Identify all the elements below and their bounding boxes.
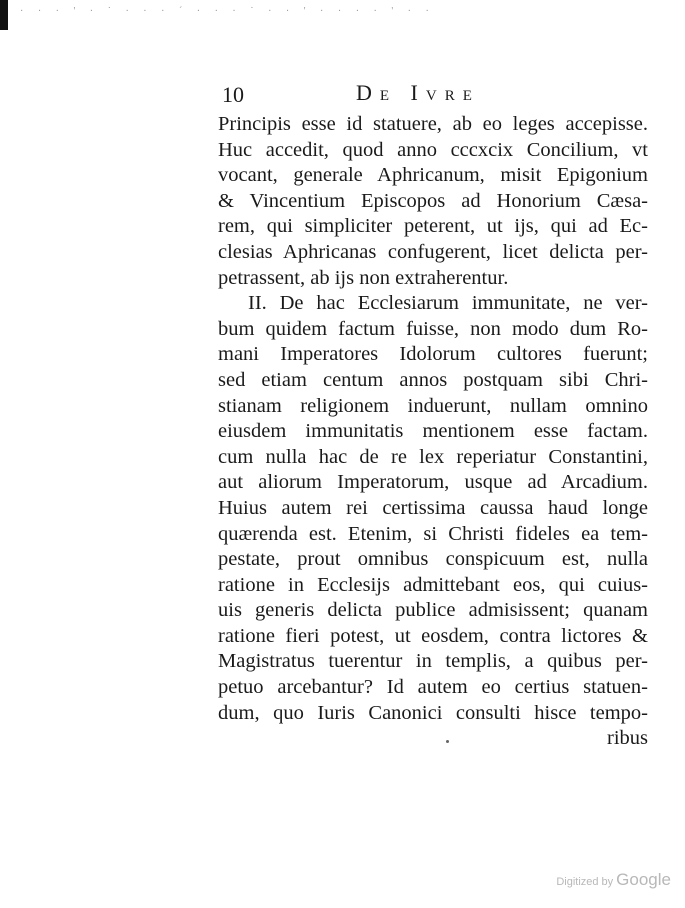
text-line: uis generis delicta publice admisissent; quanam [218, 599, 648, 622]
text-line: bum quidem factum fuisse, non modo dum Ro- [218, 317, 648, 340]
text-line: quærenda est. Etenim, si Christi fideles ea tem- [218, 522, 648, 545]
page-edge-shadow [0, 0, 8, 30]
digitized-watermark [556, 870, 671, 890]
text-line: vocant, generale Aphricanum, misit Epigonium [218, 164, 648, 187]
running-title: De Ivre [356, 80, 480, 105]
top-margin-specks: · · · ' · ˙ · · · ´ · · · ˙ · · ' · · · · ' · · [20, 6, 435, 17]
page-number: 10 [222, 82, 244, 107]
text-line: eiusdem immunitatis mentionem esse factam. [218, 420, 648, 443]
google-logo: Google [616, 870, 671, 889]
text-line: cum nulla hac de re lex reperiatur Constantini, [218, 445, 648, 468]
text-line: rem, qui simpliciter peterent, ut ijs, qui ad Ec- [218, 215, 648, 238]
text-line: aut aliorum Imperatorum, usque ad Arcadium. [218, 471, 648, 494]
text-line: petuo arcebantur? Id autem eo certius statuen- [218, 676, 648, 699]
text-line: sed etiam centum annos postquam sibi Chri- [218, 368, 648, 391]
text-line: & Vincentium Episcopos ad Honorium Cæsa- [218, 189, 648, 212]
text-line: pestate, prout omnibus conspicuum est, nulla [218, 548, 648, 571]
text-line: ratione in Ecclesijs admittebant eos, qui cuius- [218, 573, 648, 596]
text-line: dum, quo Iuris Canonici consulti hisce tempo- [218, 701, 648, 724]
book-page [218, 78, 648, 752]
text-line: stianam religionem induerunt, nullam omnino [218, 394, 648, 417]
paragraph-start-line: II. De hac Ecclesiarum immunitate, ne ver- [248, 292, 648, 315]
text-line: ratione fieri potest, ut eosdem, contra lictores & [218, 624, 648, 647]
text-line: Principis esse id statuere, ab eo leges accepisse. [218, 113, 648, 135]
text-line: Magistratus tuerentur in templis, a quibus per- [218, 650, 648, 673]
ink-speck [446, 740, 449, 743]
text-line: mani Imperatores Idolorum cultores fuerunt; [218, 343, 648, 366]
catchword: ribus [607, 727, 648, 750]
running-head [218, 78, 648, 112]
text-line: Huius autem rei certissima caussa haud longe [218, 496, 648, 519]
watermark-prefix: Digitized by [556, 876, 614, 888]
text-line: clesias Aphricanas confugerent, licet delicta per- [218, 240, 648, 263]
text-line: petrassent, ab ijs non extraherentur. [218, 266, 509, 289]
body-text [218, 112, 648, 726]
text-line: Huc accedit, quod anno cccxcix Concilium, vt [218, 138, 648, 161]
